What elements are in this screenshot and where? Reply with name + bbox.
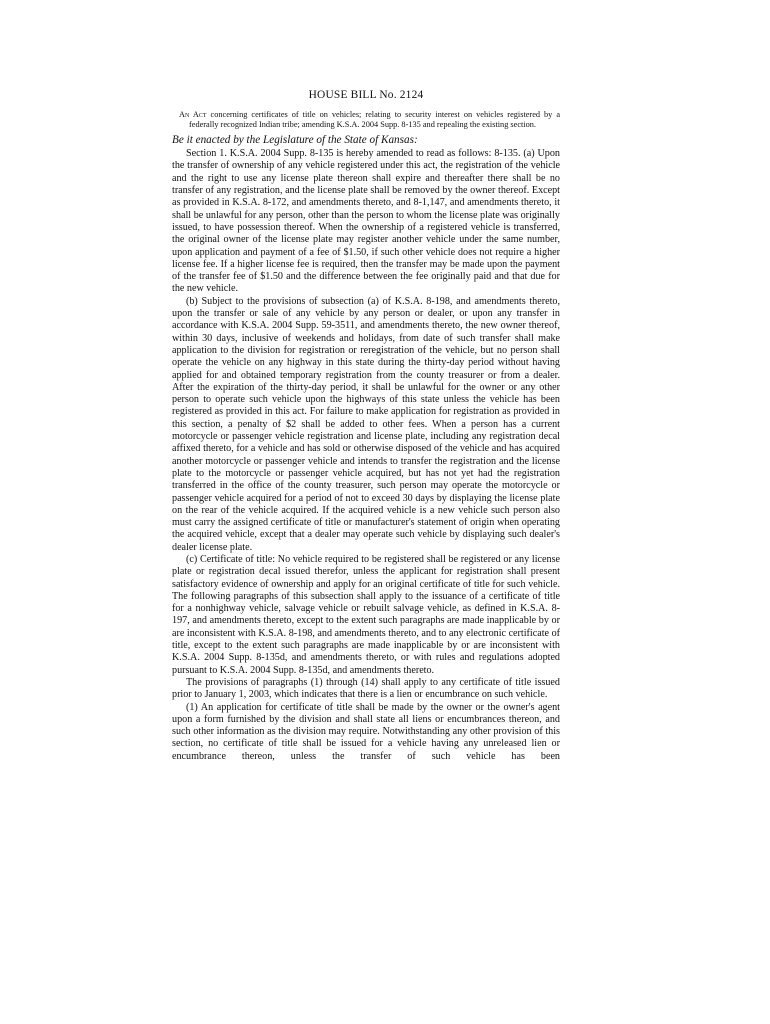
subsection-b-paragraph: (b) Subject to the provisions of subsection (a) of K.S.A. 8-198, and amendments thereto, upon the transfer or sale of any vehicle by any person or dealer, or upon any transfer in accordance with K.S.A. 2004 Supp. 59-3511, and amendments thereto, the new owner thereof, within 30 days, inclusive of weekends and holidays, from date of such transfer shall make application to the division for registration or reregistration of the vehicle, but no person shall operate the vehicle on any highway in this state during the thirty-day period without having applied for and obtained temporary registration from the county treasurer or from a dealer. After the expiration of the thirty-day period, it shall be unlawful for the owner or any other person to operate such vehicle upon the highways of this state unless the vehicle has been registered as provided in this act. For failure to make application for registration as provided in this section, a penalty of $2 shall be added to other fees. When a person has a current motorcycle or passenger vehicle registration and license plate, including any registration decal affixed thereto, for a vehicle and has sold or otherwise disposed of the vehicle and has acquired another motorcycle or passenger vehicle and intends to transfer the registration and the license plate to the motorcycle or passenger vehicle acquired, but has not yet had the registration transferred in the office of the county treasurer, such person may operate the motorcycle or passenger vehicle acquired for a period of not to exceed 30 days by displaying the license plate on the rear of the vehicle acquired. If the acquired vehicle is a new vehicle such person also must carry the assigned certificate of title or manufacturer's statement of origin when operating the acquired vehicle, except that a dealer may operate such vehicle by displaying such dealer's dealer license plate.	[172, 295, 560, 553]
act-summary	[179, 110, 560, 129]
act-summary-text: concerning certificates of title on vehicles; relating to security interest on vehicles registered by a federally recognized Indian tribe; amending K.S.A. 2004 Supp. 8-135 and repealing the existing section.	[189, 110, 560, 129]
document-page	[172, 88, 560, 763]
subsection-c-paragraph: (c) Certificate of title: No vehicle required to be registered shall be registered or any license plate or registration decal issued therefor, unless the applicant for registration shall present satisfactory evidence of ownership and apply for an original certificate of title for such vehicle. The following paragraphs of this subsection shall apply to the issuance of a certificate of title for a nonhighway vehicle, salvage vehicle or rebuilt salvage vehicle, as defined in K.S.A. 8-197, and amendments thereto, except to the extent such paragraphs are made inapplicable by or are inconsistent with K.S.A. 8-198, and amendments thereto, and to any electronic certificate of title, except to the extent such paragraphs are made inapplicable by or are inconsistent with K.S.A. 2004 Supp. 8-135d, and amendments thereto, or with rules and regulations adopted pursuant to K.S.A. 2004 Supp. 8-135d, and amendments thereto.	[172, 553, 560, 676]
bill-title: HOUSE BILL No. 2124	[308, 89, 424, 101]
provisions-paragraph: The provisions of paragraphs (1) through (14) shall apply to any certificate of title issued prior to January 1, 2003, which indicates that there is a lien or encumbrance on such vehicle.	[172, 676, 560, 701]
section-1-paragraph: Section 1. K.S.A. 2004 Supp. 8-135 is hereby amended to read as follows: 8-135. (a) Upon the transfer of ownership of any vehicle registered under this act, the registration of the vehicle and the right to use any license plate thereon shall expire and thereafter there shall be no transfer of any registration, and the license plate shall be removed by the owner thereof. Except as provided in K.S.A. 8-172, and amendments thereto, and 8-1,147, and amendments thereto, it shall be unlawful for any person, other than the person to whom the license plate was originally issued, to have possession thereof. When the ownership of a registered vehicle is transferred, the original owner of the license plate may register another vehicle under the same number, upon application and payment of a fee of $1.50, if such other vehicle does not require a higher license fee. If a higher license fee is required, then the transfer may be made upon the payment of the transfer fee of $1.50 and the difference between the fee originally paid and that due for the new vehicle.	[172, 148, 560, 295]
enacting-clause: Be it enacted by the Legislature of the State of Kansas:	[172, 134, 418, 147]
paragraph-1-application: (1) An application for certificate of title shall be made by the owner or the owner's agent upon a form furnished by the division and shall state all liens or encumbrances thereon, and such other information as the division may require. Notwithstanding any other provision of this section, no certificate of title shall be issued for a vehicle having any unreleased lien or encumbrance thereon, unless the transfer of such vehicle has been	[172, 701, 560, 762]
act-prefix: An Act	[179, 110, 207, 119]
